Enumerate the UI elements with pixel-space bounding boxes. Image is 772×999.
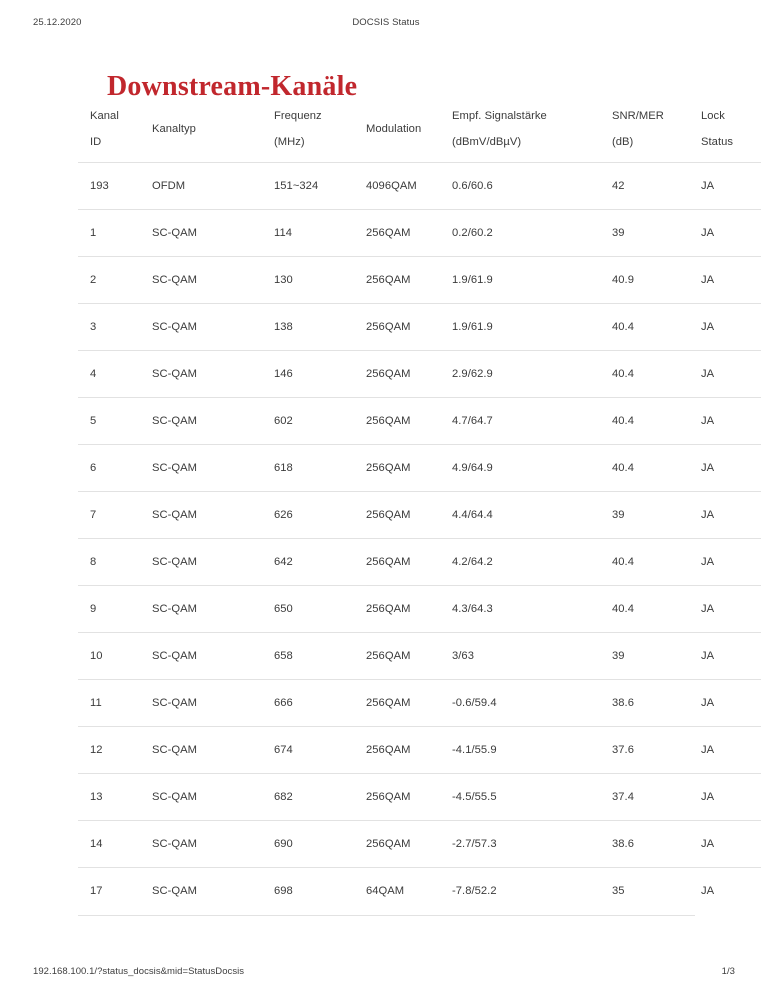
cell-lock-status: JA — [701, 696, 715, 709]
table-header-row — [78, 98, 761, 162]
column-header-power-line1: Empf. Signalstärke — [452, 110, 547, 123]
table-row — [78, 773, 761, 820]
cell-lock-status: JA — [701, 602, 715, 615]
table-row — [78, 585, 761, 632]
print-header — [0, 17, 772, 31]
cell-channel-id: 2 — [90, 273, 97, 286]
cell-lock-status: JA — [701, 555, 715, 568]
cell-snr: 38.6 — [612, 696, 634, 709]
cell-channel-id: 5 — [90, 414, 97, 427]
cell-lock-status: JA — [701, 273, 715, 286]
cell-channel-type: SC-QAM — [152, 414, 198, 427]
cell-power: 1.9/61.9 — [452, 320, 493, 333]
table-row — [78, 350, 761, 397]
cell-frequency: 698 — [274, 884, 293, 897]
column-header-snr — [603, 98, 692, 162]
cell-channel-type: SC-QAM — [152, 602, 198, 615]
cell-modulation: 256QAM — [366, 226, 411, 239]
cell-channel-type: SC-QAM — [152, 743, 198, 756]
cell-channel-id: 193 — [90, 179, 109, 192]
column-header-channel-type: Kanaltyp — [152, 123, 196, 136]
cell-channel-type: SC-QAM — [152, 555, 198, 568]
cell-lock-status: JA — [701, 367, 715, 380]
cell-channel-id: 1 — [90, 226, 97, 239]
cell-power: -4.5/55.5 — [452, 790, 497, 803]
column-header-channel-id-line2: ID — [90, 136, 102, 149]
cell-channel-type: OFDM — [152, 179, 186, 192]
cell-channel-type: SC-QAM — [152, 461, 198, 474]
cell-channel-type: SC-QAM — [152, 226, 198, 239]
table-row — [78, 867, 761, 914]
cell-power: -7.8/52.2 — [452, 884, 497, 897]
cell-modulation: 256QAM — [366, 273, 411, 286]
print-document-title: DOCSIS Status — [352, 17, 420, 28]
cell-channel-id: 8 — [90, 555, 97, 568]
cell-frequency: 602 — [274, 414, 293, 427]
table-header — [78, 98, 761, 162]
column-header-frequency-line1: Frequenz — [274, 110, 322, 123]
cell-channel-type: SC-QAM — [152, 320, 198, 333]
channel-table — [78, 98, 761, 914]
print-footer-page-number: 1/3 — [721, 966, 735, 977]
cell-snr: 39 — [612, 226, 625, 239]
column-header-lock-line1: Lock — [701, 110, 725, 123]
cell-snr: 37.6 — [612, 743, 634, 756]
cell-modulation: 256QAM — [366, 743, 411, 756]
cell-modulation: 256QAM — [366, 602, 411, 615]
cell-modulation: 256QAM — [366, 461, 411, 474]
cell-channel-type: SC-QAM — [152, 837, 198, 850]
table-row — [78, 256, 761, 303]
cell-lock-status: JA — [701, 837, 715, 850]
table-row — [78, 726, 761, 773]
cell-modulation: 256QAM — [366, 367, 411, 380]
cell-channel-id: 10 — [90, 649, 103, 662]
cell-frequency: 138 — [274, 320, 293, 333]
cell-modulation: 256QAM — [366, 555, 411, 568]
cell-channel-id: 7 — [90, 508, 97, 521]
cell-power: -4.1/55.9 — [452, 743, 497, 756]
print-date: 25.12.2020 — [33, 17, 82, 28]
cell-power: 3/63 — [452, 649, 474, 662]
table-row — [78, 303, 761, 350]
table-body — [78, 162, 761, 914]
cell-power: 2.9/62.9 — [452, 367, 493, 380]
table-row — [78, 491, 761, 538]
column-header-lock-status — [692, 98, 761, 162]
column-header-channel-id-line1: Kanal — [90, 110, 119, 123]
cell-channel-id: 14 — [90, 837, 103, 850]
column-header-frequency-line2: (MHz) — [274, 136, 305, 149]
cell-snr: 40.4 — [612, 461, 634, 474]
cell-lock-status: JA — [701, 884, 715, 897]
cell-channel-id: 12 — [90, 743, 103, 756]
cell-modulation: 256QAM — [366, 649, 411, 662]
cell-frequency: 618 — [274, 461, 293, 474]
cell-power: -0.6/59.4 — [452, 696, 497, 709]
print-footer — [0, 966, 772, 980]
column-header-frequency — [263, 98, 359, 162]
cell-channel-id: 11 — [90, 696, 102, 709]
cell-lock-status: JA — [701, 508, 715, 521]
cell-channel-type: SC-QAM — [152, 649, 198, 662]
table-row — [78, 820, 761, 867]
cell-frequency: 626 — [274, 508, 293, 521]
cell-lock-status: JA — [701, 179, 715, 192]
cell-power: 4.7/64.7 — [452, 414, 493, 427]
cell-power: -2.7/57.3 — [452, 837, 497, 850]
column-header-power-line2: (dBmV/dBµV) — [452, 136, 522, 149]
cell-snr: 39 — [612, 508, 625, 521]
cell-snr: 37.4 — [612, 790, 634, 803]
cell-channel-type: SC-QAM — [152, 273, 198, 286]
print-footer-url: 192.168.100.1/?status_docsis&mid=StatusDocsis — [33, 966, 245, 977]
cell-frequency: 642 — [274, 555, 293, 568]
column-header-snr-line2: (dB) — [612, 136, 634, 149]
cell-modulation: 256QAM — [366, 320, 411, 333]
cell-snr: 40.9 — [612, 273, 634, 286]
cell-modulation: 256QAM — [366, 696, 411, 709]
cell-channel-id: 3 — [90, 320, 97, 333]
table-row — [78, 632, 761, 679]
cell-frequency: 666 — [274, 696, 293, 709]
table-row — [78, 397, 761, 444]
cell-channel-type: SC-QAM — [152, 696, 198, 709]
cell-frequency: 146 — [274, 367, 293, 380]
cell-snr: 40.4 — [612, 555, 634, 568]
column-header-power — [445, 98, 603, 162]
cell-power: 4.2/64.2 — [452, 555, 493, 568]
page-title: Downstream-Kanäle — [107, 70, 358, 102]
cell-snr: 40.4 — [612, 414, 634, 427]
cell-lock-status: JA — [701, 790, 715, 803]
table-row — [78, 209, 761, 256]
cell-modulation: 256QAM — [366, 837, 411, 850]
cell-modulation: 64QAM — [366, 884, 405, 897]
cell-lock-status: JA — [701, 461, 715, 474]
table-row — [78, 679, 761, 726]
cell-power: 4.4/64.4 — [452, 508, 493, 521]
cell-lock-status: JA — [701, 743, 715, 756]
cell-lock-status: JA — [701, 414, 715, 427]
cell-snr: 40.4 — [612, 367, 634, 380]
cell-modulation: 256QAM — [366, 790, 411, 803]
table-row — [78, 444, 761, 491]
cell-frequency: 658 — [274, 649, 293, 662]
cell-snr: 40.4 — [612, 320, 634, 333]
cell-power: 0.2/60.2 — [452, 226, 493, 239]
cell-channel-id: 13 — [90, 790, 103, 803]
column-header-snr-line1: SNR/MER — [612, 110, 664, 123]
cell-power: 0.6/60.6 — [452, 179, 493, 192]
cell-frequency: 114 — [274, 226, 292, 239]
cell-frequency: 690 — [274, 837, 293, 850]
table-row — [78, 162, 761, 209]
cell-channel-type: SC-QAM — [152, 884, 198, 897]
cell-frequency: 650 — [274, 602, 293, 615]
cell-power: 4.9/64.9 — [452, 461, 493, 474]
table-row — [78, 538, 761, 585]
cell-channel-type: SC-QAM — [152, 790, 198, 803]
cell-channel-id: 9 — [90, 602, 97, 615]
cell-modulation: 256QAM — [366, 508, 411, 521]
column-header-lock-line2: Status — [701, 136, 734, 149]
cell-channel-id: 6 — [90, 461, 97, 474]
cell-modulation: 4096QAM — [366, 179, 417, 192]
cell-frequency: 130 — [274, 273, 293, 286]
cell-frequency: 682 — [274, 790, 293, 803]
column-header-channel-id — [78, 98, 141, 162]
downstream-channels-table — [78, 98, 734, 914]
cell-lock-status: JA — [701, 649, 715, 662]
cell-snr: 38.6 — [612, 837, 634, 850]
cell-power: 1.9/61.9 — [452, 273, 493, 286]
table-bottom-rule — [78, 915, 695, 916]
cell-snr: 40.4 — [612, 602, 634, 615]
cell-lock-status: JA — [701, 320, 715, 333]
cell-channel-id: 4 — [90, 367, 97, 380]
cell-power: 4.3/64.3 — [452, 602, 493, 615]
cell-channel-type: SC-QAM — [152, 508, 198, 521]
cell-frequency: 151~324 — [274, 179, 319, 192]
cell-snr: 42 — [612, 179, 625, 192]
cell-frequency: 674 — [274, 743, 293, 756]
cell-lock-status: JA — [701, 226, 715, 239]
cell-modulation: 256QAM — [366, 414, 411, 427]
cell-channel-id: 17 — [90, 884, 103, 897]
cell-snr: 39 — [612, 649, 625, 662]
column-header-modulation: Modulation — [366, 123, 422, 136]
cell-channel-type: SC-QAM — [152, 367, 198, 380]
cell-snr: 35 — [612, 884, 625, 897]
